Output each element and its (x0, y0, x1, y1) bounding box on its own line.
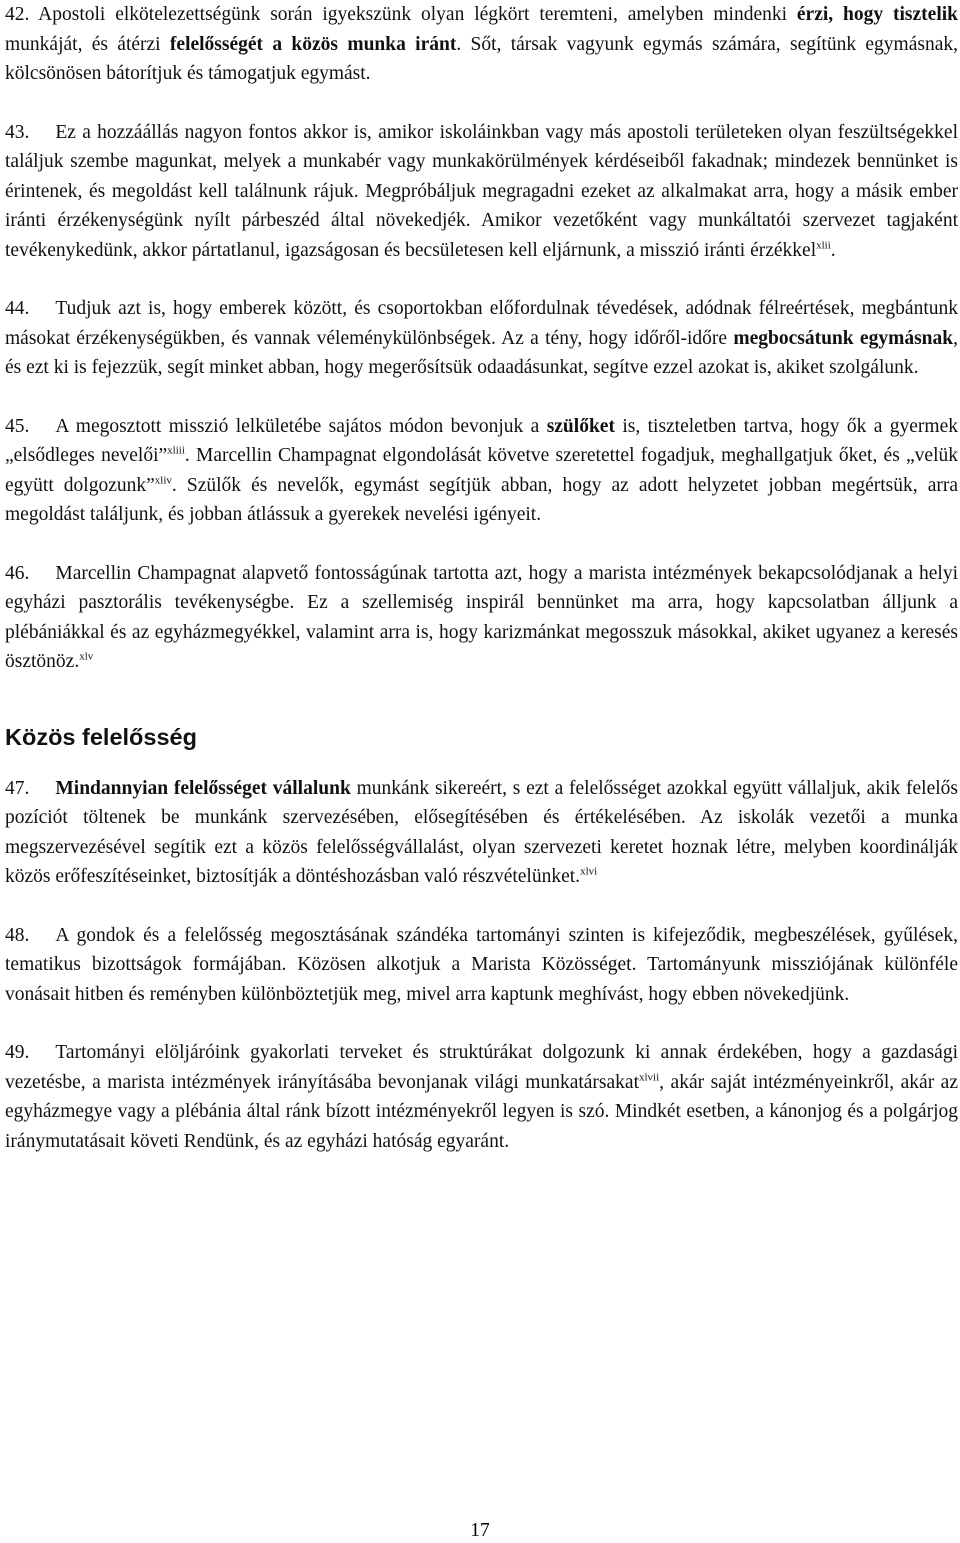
p49-footnote-ref: xlvii (639, 1071, 660, 1083)
p45-text-e: . Szülők és nevelők, egymást segítjük abban, hogy az adott helyzetet jobban megértsük, arra megoldást találjunk, és jobban átlássuk a gyerekek nevelési igényeit. (5, 474, 959, 525)
page-number: 17 (470, 1520, 490, 1541)
p46-number: 46. (5, 562, 30, 584)
p42-bold-1: érzi, hogy tisztelik (796, 4, 958, 25)
paragraph-49 (5, 1038, 958, 1156)
paragraph-43 (5, 118, 958, 266)
p49-text-a: Tartományi elöljáróink gyakorlati terveket és struktúrákat dolgozunk ki annak érdekében, hogy a gazdasági vezetésbe, a marista intézmények irányításába bevonjanak világi munkatársakat (5, 1042, 958, 1093)
p44-bold-1: megbocsátunk egymásnak (733, 327, 954, 349)
p45-bold-1: szülőket (546, 415, 615, 437)
p45-footnote-ref-1: xliii (167, 444, 185, 457)
p49-text-b: , akár saját intézményeinkről, akár az egyházmegye vagy a plébánia által ránk bízott intézményekről legyen is szó. Mindkét esetben, a kánonjog és a polgárjog iránymutatásait követi Rendünk, és az egyházi hatóság egyaránt. (5, 1071, 958, 1152)
paragraph-48 (5, 921, 958, 1010)
p44-text-c: , és ezt ki is fejezzük, segít minket abban, hogy megerősítsük odaadásunkat, segítve ezzel azokat is, akiket szolgálunk. (5, 327, 958, 378)
p49-number: 49. (5, 1042, 30, 1063)
p45-text-c: is, tiszteletben tartva, hogy ők a gyermek „elsődleges nevelői” (5, 415, 958, 466)
p44-number: 44. (5, 298, 30, 319)
paragraph-46 (5, 559, 958, 677)
p44-text-a: Tudjuk azt is, hogy emberek között, és csoportokban előfordulnak tévedések, adódnak félreértések, megbántunk másokat érzékenységükben, és vannak véleménykülönbségek. Az a tény, hogy időről-időre (5, 298, 958, 349)
p45-footnote-ref-2: xliv (154, 474, 172, 486)
p45-text-d: . Marcellin Champagnat elgondolását követve szeretettel fogadjuk, meghallgatjuk őket, és „velük együtt dolgozunk” (5, 445, 958, 496)
p47-number: 47. (5, 777, 30, 799)
p46-footnote-ref: xlv (79, 650, 94, 663)
p47-bold-1: Mindannyian felelősséget vállalunk (55, 777, 351, 799)
p43-text-a: Ez a hozzáállás nagyon fontos akkor is, amikor iskoláinkban vagy más apostoli területeken olyan feszültségekkel találjuk szembe magunkat, melyek a munkabér vagy munkakörülmények kérdéseiből fakadnak; mindezek bennünket is érintenek, és megoldást kell találnunk rájuk. Megpróbáljuk megragadni ezeket az alkalmakat arra, hogy a másik ember iránti érzékenységünk nyílt párbeszéd által növekedjék. Amikor vezetőként vagy munkáltatói szervezet tagjaként tevékenykedünk, akkor pártatlanul, igazságosan és becsületesen kell eljárnunk, a misszió iránti érzékkel (5, 121, 958, 261)
p48-text-a: A gondok és a felelősség megosztásának szándéka tartományi szinten is kifejeződik, megbeszélések, gyűlések, tematikus bizottságok formájában. Közösen alkotjuk a Marista Közösséget. Tartományunk missziójának különféle vonásait hitben és reményben különböztetjük meg, mivel arra kaptunk meghívást, hogy ebben növekedjünk. (5, 924, 958, 1005)
p45-number: 45. (5, 415, 30, 437)
paragraph-42 (5, 0, 958, 89)
p45-text-a: A megosztott misszió lelkületébe sajátos módon bevonjuk a (55, 415, 547, 437)
p42-text-c: munkáját, és átérzi (5, 33, 170, 55)
document-page (5, 0, 958, 1156)
p43-number: 43. (5, 121, 30, 143)
p43-footnote-ref: xlii (816, 239, 831, 251)
paragraph-44 (5, 294, 958, 383)
paragraph-45 (5, 412, 958, 530)
p42-text-d: . Sőt, társak vagyunk egymás számára, segítünk egymásnak, kölcsönösen bátorítjuk és támogatjuk egymást. (5, 33, 958, 84)
p42-bold-2: felelősségét a közös munka iránt (169, 33, 457, 55)
p47-footnote-ref: xlvi (580, 865, 598, 878)
p46-text-a: Marcellin Champagnat alapvető fontosságúnak tartotta azt, hogy a marista intézmények bekapcsolódjanak a helyi egyházi pasztorális tevékenységbe. Ez a szellemiség inspirál bennünket ma arra, hogy kapcsolatban álljunk a plébániákkal és az egyházmegyékkel, valamint arra is, hogy karizmánkat megosszuk másokkal, akiket ugyanez a keresés ösztönöz. (5, 562, 958, 672)
p48-number: 48. (5, 924, 30, 946)
p43-text-b: . (830, 239, 836, 261)
p47-text-a: munkánk sikereért, s ezt a felelősséget azokkal együtt vállaljuk, akik felelős pozíciót töltenek be munkánk szervezésében, elősegítésében és értékelésében. Az iskolák vezetői a munka megszervezésével segítik ezt a közös felelősségvállalást, olyan szervezeti keretet hoznak létre, melyben koordinálják közös erőfeszítéseinket, biztosítják a döntéshozásban való részvételünket. (5, 777, 958, 887)
paragraph-47 (5, 774, 958, 892)
section-heading: Közös felelősség (5, 723, 197, 750)
p42-text-a: 42. Apostoli elkötelezettségünk során igyekszünk olyan légkört teremteni, amelyben mindenki (5, 4, 797, 25)
